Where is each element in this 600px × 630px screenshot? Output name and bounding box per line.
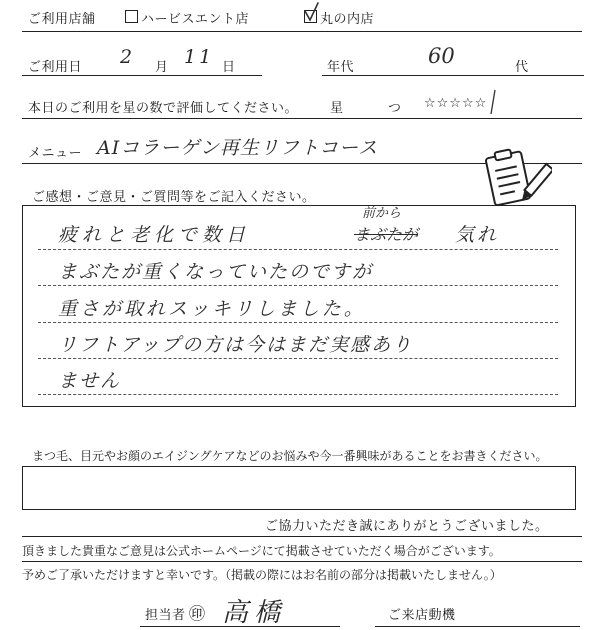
rating-prompt: 本日のご利用を星の数で評価してください。 (28, 101, 299, 116)
store-option1-label: ハービスエント店 (141, 12, 250, 27)
age-underline (322, 75, 584, 76)
divider (22, 118, 582, 119)
feedback-line-4: リフトアップの方は今はまだ実感あり (58, 334, 414, 356)
date-underline (22, 75, 262, 76)
ruled-line (38, 358, 558, 359)
motive-label: ご来店動機 (388, 608, 456, 623)
concerns-box[interactable] (22, 466, 576, 510)
store-option1-checkbox[interactable] (125, 10, 138, 23)
store-option2-label: 丸の内店 (320, 12, 375, 27)
rating-unit: つ (388, 101, 402, 116)
month-unit: 月 (155, 60, 169, 75)
divider (22, 561, 582, 562)
staff-underline (140, 626, 340, 627)
feedback-struck-text: まぶたが (354, 225, 419, 244)
feedback-line-1: 疲れと老化で数日 (58, 224, 251, 246)
feedback-prompt: ご感想・ご意見・ご質問等をご記入ください。 (32, 190, 316, 205)
ruled-line (38, 285, 558, 286)
divider (22, 31, 582, 32)
date-label: ご利用日 (28, 60, 83, 75)
visit-day: 11 (184, 46, 215, 68)
clipboard-pencil-icon (480, 148, 552, 210)
age-label: 年代 (327, 60, 355, 75)
ruled-line (38, 394, 558, 395)
notice-line-1: 頂きました貴重なご意見は公式ホームページにて掲載させていただく場合がございます。 (22, 544, 501, 558)
feedback-line-1b: 気れ (455, 224, 500, 246)
thanks-text: ご協力いただき誠にありがとうございました。 (265, 519, 549, 534)
rating-mark-icon (486, 89, 500, 115)
seal-icon: ㊞ (189, 604, 206, 623)
menu-label: メニュー (28, 146, 83, 161)
age-unit: 代 (515, 60, 529, 75)
rating-stars: ☆☆☆☆☆ (424, 96, 488, 111)
staff-label: 担当者 (145, 608, 186, 623)
store-label: ご利用店舗 (28, 12, 96, 27)
ruled-line (38, 249, 558, 250)
menu-value: AIコラーゲン再生リフトコース (97, 137, 379, 159)
feedback-line-2: まぶたが重くなっていたのですが (58, 261, 374, 283)
feedback-line-3: 重さが取れスッキリしました。 (58, 298, 366, 320)
notice-line-2: 予めご了承いただけますと幸いです。（掲載の際にはお名前の部分は掲載いたしません。） (22, 568, 502, 582)
age-value: 60 (428, 44, 455, 68)
motive-underline (375, 626, 580, 627)
feedback-annotation: 前から (362, 206, 402, 221)
feedback-line-5: ません (58, 370, 122, 392)
visit-month: 2 (120, 46, 133, 68)
staff-name: 高橋 (222, 598, 287, 628)
day-unit: 日 (222, 60, 236, 75)
divider (22, 536, 582, 537)
checkmark-icon (300, 1, 322, 23)
ruled-line (38, 322, 558, 323)
concerns-prompt: まつ毛、目元やお顔のエイジングケアなどのお悩みや今一番興味があることをお書きください。 (32, 449, 548, 463)
rating-label: 星 (330, 101, 344, 116)
